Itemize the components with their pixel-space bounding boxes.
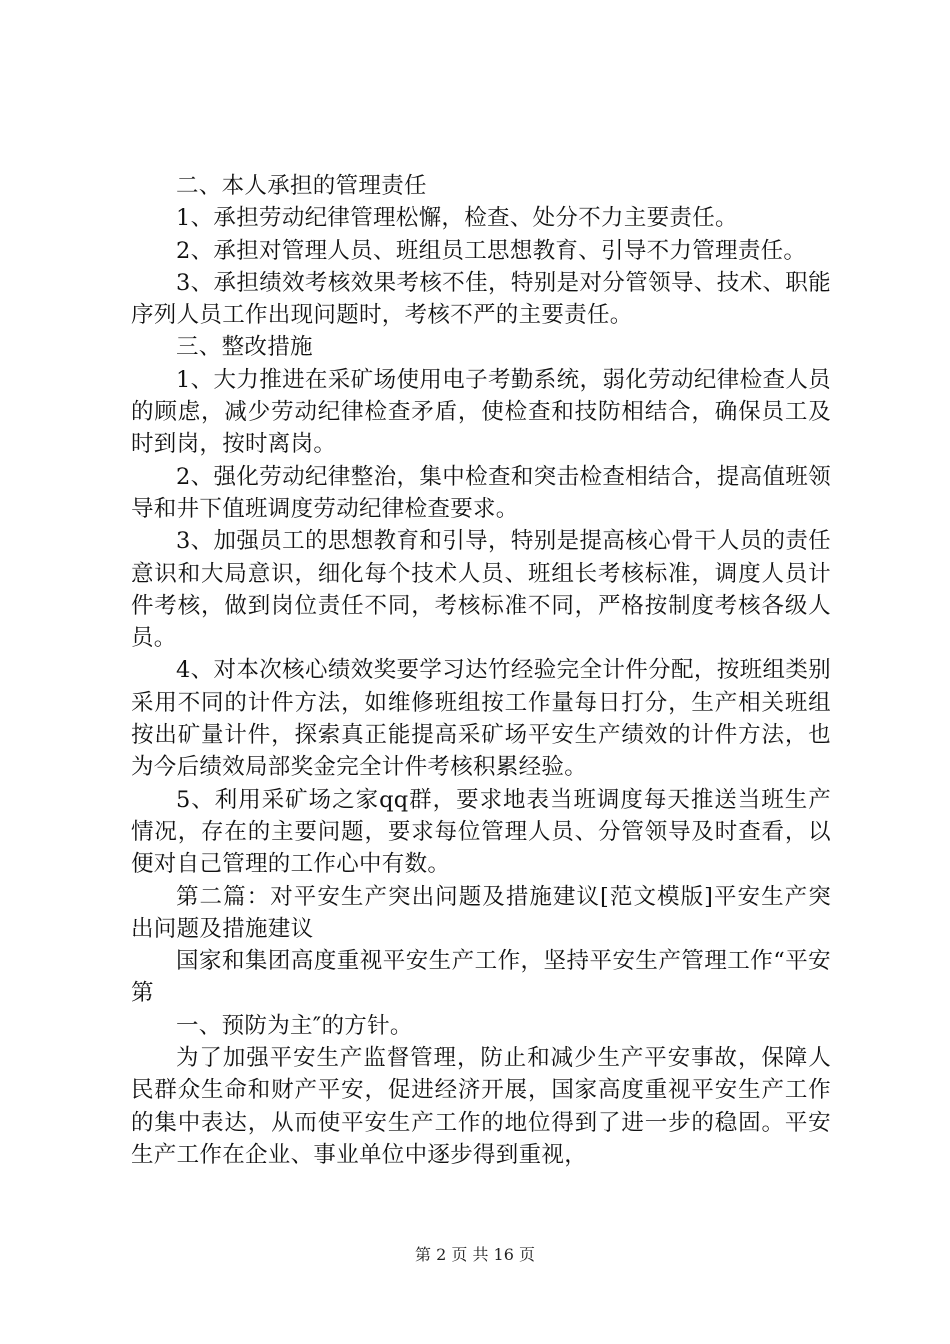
paragraph: 3、加强员工的思想教育和引导，特别是提高核心骨干人员的责任意识和大局意识，细化每个技术人员、班组长考核标准，调度人员计件考核，做到岗位责任不同，考核标准不同，严格按制度考核各级人员。: [131, 528, 831, 652]
paragraph: 5、利用采矿场之家qq群，要求地表当班调度每天推送当班生产情况，存在的主要问题，要求每位管理人员、分管领导及时查看，以便对自己管理的工作心中有数。: [131, 786, 831, 878]
document-body: [131, 170, 831, 1171]
paragraph: 国家和集团高度重视平安生产工作，坚持平安生产管理工作“平安第: [131, 948, 831, 1007]
paragraph: 2、强化劳动纪律整治，集中检查和突击检查相结合，提高值班领导和井下值班调度劳动纪律检查要求。: [131, 463, 831, 522]
section-heading-measures: 三、整改措施: [176, 334, 313, 361]
chapter-title-paragraph: 第二篇：对平安生产突出问题及措施建议[范文模版]平安生产突出问题及措施建议: [131, 883, 831, 942]
paragraph: 3、承担绩效考核效果考核不佳，特别是对分管领导、技术、职能序列人员工作出现问题时，考核不严的主要责任。: [131, 269, 831, 329]
paragraph: 1、承担劳动纪律管理松懈，检查、处分不力主要责任。: [176, 205, 738, 232]
section-heading-prevention: 一、预防为主″的方针。: [176, 1012, 413, 1039]
page-number-footer: 第 2 页 共 16 页: [415, 1245, 535, 1264]
section-heading-responsibility: 二、本人承担的管理责任: [176, 173, 427, 199]
paragraph: 为了加强平安生产监督管理，防止和减少生产平安事故，保障人民群众生命和财产平安，促进经济开展，国家高度重视平安生产工作的集中表达，从而使平安生产工作的地位得到了进一步的稳固。平安生产工作在企业、事业单位中逐步得到重视，: [131, 1045, 831, 1168]
paragraph: 2、承担对管理人员、班组员工思想教育、引导不力管理责任。: [176, 237, 807, 264]
paragraph: 4、对本次核心绩效奖要学习达竹经验完全计件分配，按班组类别采用不同的计件方法，如维修班组按工作量每日打分，生产相关班组按出矿量计件，探索真正能提高采矿场平安生产绩效的计件方法，也为今后绩效局部奖金完全计件考核积累经验。: [131, 657, 831, 781]
paragraph: 1、大力推进在采矿场使用电子考勤系统，弱化劳动纪律检查人员的顾虑，减少劳动纪律检查矛盾，使检查和技防相结合，确保员工及时到岗，按时离岗。: [131, 366, 831, 458]
